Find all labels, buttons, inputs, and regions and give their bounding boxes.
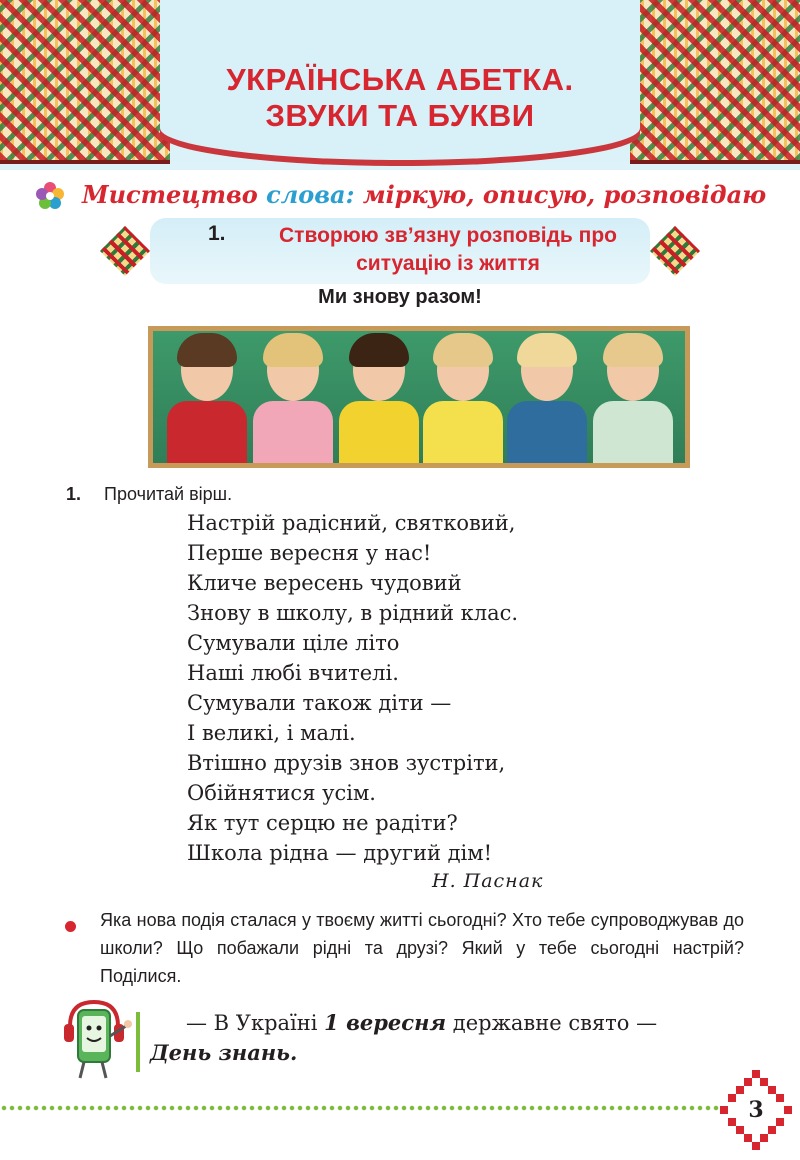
poem-line: І великі, і малі. [187,721,356,745]
holiday-info [150,1008,730,1068]
info-date: 1 вересня [324,1010,447,1035]
child-figure [339,331,419,463]
child-figure [423,331,503,463]
text-title: Ми знову разом! [318,286,482,308]
child-figure [507,331,587,463]
poem-line: Кличе вересень чудовий [187,571,462,595]
info-text-2: державне свято — [446,1011,658,1035]
lesson-header [100,218,700,282]
poem-line: Як тут серцю не радіти? [187,811,458,835]
info-text-1: — В Україні [186,1011,325,1035]
child-figure [167,331,247,463]
poem-line: Школа рідна — другий дім! [187,841,493,865]
task-number: 1. [66,484,82,504]
poem [187,508,518,868]
lesson-title-line-1: Створюю зв’язну розповідь про [279,224,617,247]
lesson-title [238,222,658,278]
task-instruction: Прочитай вірш. [104,484,233,504]
section-title [82,178,766,212]
poem-line: Знову в школу, в рідний клас. [187,601,519,625]
poem-line: Сумували ціле літо [187,631,400,655]
discussion-questions: Яка нова подія сталася у твоєму житті сьогодні? Хто тебе супроводжував до школи? Що побажали рідні та друзі? Який у тебе сьогодні настрій? Поділися. [100,910,744,986]
lesson-box [150,218,650,284]
poem-line: Сумували також діти — [187,691,452,715]
info-holiday-name: День знань. [150,1040,298,1065]
poem-author: Н. Паснак [432,870,544,892]
embroidery-ornament-left [0,0,170,164]
lesson-number: 1. [208,222,226,245]
section-title-part-3: міркую, описую, розповідаю [362,180,767,209]
poem-line: Наші любі вчителі. [187,661,399,685]
bullet-icon [65,921,76,932]
poem-line: Обійнятися усім. [187,781,376,805]
section-heading [32,176,772,216]
embroidery-ornament-right [630,0,800,164]
poem-line: Настрій радісний, святковий, [187,511,516,535]
page-number: 3 [748,1097,764,1123]
child-figure [593,331,673,463]
unit-title-line-2: ЗВУКИ ТА БУКВИ [265,98,535,133]
poem-line: Втішно друзів знов зустріти, [187,751,506,775]
child-figure [253,331,333,463]
poem-line: Перше вересня у нас! [187,541,432,565]
unit-title [160,62,640,134]
footer-dotted-line [0,1104,720,1112]
small-ornament-left [100,226,150,276]
children-photo [148,326,690,468]
phone-mascot-icon [60,996,150,1082]
lesson-title-line-2: ситуацію із життя [356,252,540,275]
unit-title-line-1: УКРАЇНСЬКА АБЕТКА. [226,62,574,97]
section-title-part-2: слова: [266,180,355,209]
section-title-part-1: Мистецтво [82,180,258,209]
flower-icon [36,182,64,210]
